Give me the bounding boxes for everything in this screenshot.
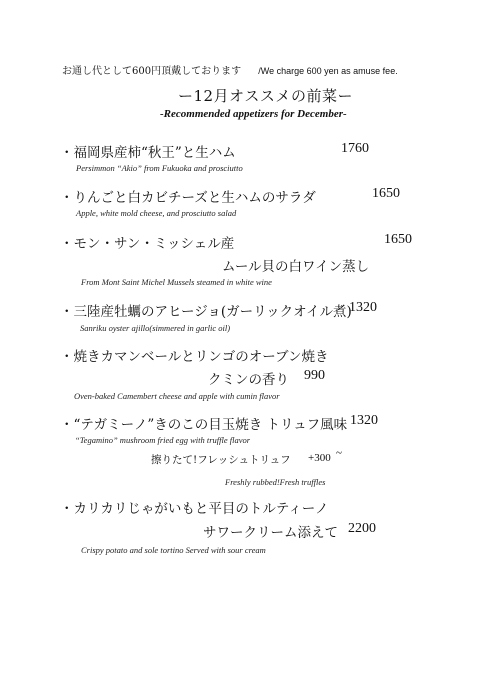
- item-3-name: ・モン・サン・ミッシェル産: [60, 236, 235, 252]
- fee-note: [62, 62, 398, 77]
- fee-note-en: /We charge 600 yen as amuse fee.: [258, 66, 398, 76]
- item-7-desc: Crispy potato and sole tortino Served with sour cream: [81, 545, 266, 555]
- item-3-desc: From Mont Saint Michel Mussels steamed in white wine: [81, 277, 272, 287]
- item-1-price: 1760: [341, 141, 369, 156]
- item-6-desc: “Tegamino” mushroom fried egg with truffle flavor: [75, 435, 251, 445]
- item-6-name: ・“テガミーノ”きのこの目玉焼き トリュフ風味: [60, 417, 348, 433]
- item-6-option-price: +300: [308, 452, 331, 464]
- menu-title-en: -Recommended appetizers for December-: [160, 108, 347, 120]
- item-2-price: 1650: [372, 186, 400, 201]
- item-7-name: ・カリカリじゃがいもと平目のトルティーノ: [60, 501, 329, 517]
- item-5-name-2: クミンの香り: [208, 372, 289, 388]
- item-6-option-mark: ~: [336, 447, 342, 459]
- menu-title-jp: ー12月オススメの前菜ー: [178, 87, 353, 105]
- fee-note-jp: お通し代として600円頂戴しております: [62, 66, 242, 77]
- item-4-desc: Sanriku oyster ajillo(simmered in garlic oil): [80, 323, 231, 333]
- item-3-price: 1650: [384, 232, 412, 247]
- item-5-name: ・焼きカマンベールとリンゴのオーブン焼き: [60, 349, 329, 365]
- item-4-name: ・三陸産牡蠣のアヒージョ(ガーリックオイル煮): [60, 304, 352, 320]
- item-2-name: ・りんごと白カビチーズと生ハムのサラダ: [60, 190, 316, 206]
- item-4-price: 1320: [349, 300, 377, 315]
- item-7-price: 2200: [348, 521, 376, 536]
- item-1-name: ・福岡県産柿“秋王”と生ハム: [60, 145, 236, 161]
- item-6-option-desc: Freshly rubbed!Fresh truffles: [225, 477, 326, 487]
- item-5-price: 990: [304, 368, 325, 383]
- item-5-desc: Oven-baked Camembert cheese and apple with cumin flavor: [74, 391, 280, 401]
- item-6-option-name: 擦りたて!フレッシュトリュフ: [151, 454, 291, 466]
- item-3-name-2: ムール貝の白ワイン蒸し: [222, 259, 370, 275]
- item-7-name-2: サワークリーム添えて: [203, 525, 338, 541]
- item-1-desc: Persimmon “Akio” from Fukuoka and prosciutto: [76, 163, 243, 173]
- item-6-price: 1320: [350, 413, 378, 428]
- item-2-desc: Apple, white mold cheese, and prosciutto salad: [76, 208, 237, 218]
